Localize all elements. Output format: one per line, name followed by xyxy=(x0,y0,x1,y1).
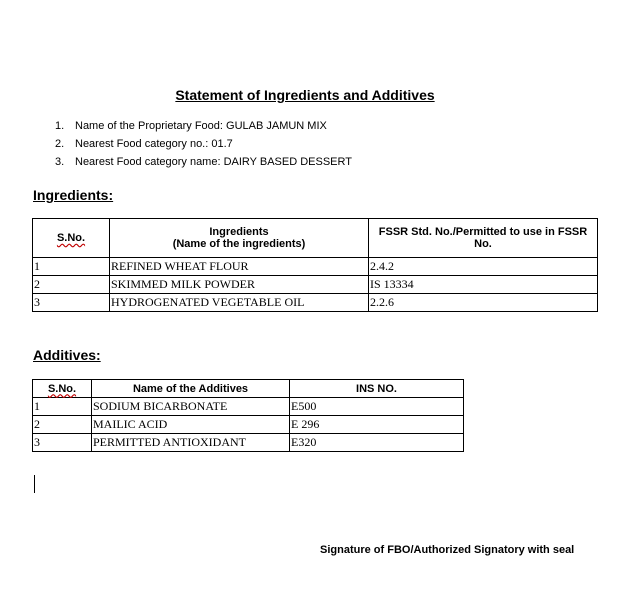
column-header-ins-no: INS NO. xyxy=(290,380,464,398)
column-header-additive-name: Name of the Additives xyxy=(92,380,290,398)
cell-additive-name: SODIUM BICARBONATE xyxy=(92,398,290,416)
meta-item-category-no: 2. Nearest Food category no.: 01.7 xyxy=(55,138,233,150)
cell-sno: 1 xyxy=(33,258,110,276)
column-header-fssr-std: FSSR Std. No./Permitted to use in FSSR No. xyxy=(369,219,598,258)
cell-additive-name: PERMITTED ANTIOXIDANT xyxy=(92,434,290,452)
table-row xyxy=(33,258,598,276)
ingredients-table xyxy=(32,218,598,312)
cell-fssr-std: IS 13334 xyxy=(369,276,598,294)
page-title: Statement of Ingredients and Additives xyxy=(175,87,435,103)
cell-additive-name: MAILIC ACID xyxy=(92,416,290,434)
signature-line: Signature of FBO/Authorized Signatory with seal xyxy=(320,544,575,556)
table-row xyxy=(33,416,464,434)
table-header-row xyxy=(33,219,598,258)
cell-ingredient-name: REFINED WHEAT FLOUR xyxy=(110,258,369,276)
table-row xyxy=(33,294,598,312)
table-row xyxy=(33,434,464,452)
cell-fssr-std: 2.4.2 xyxy=(369,258,598,276)
cell-sno: 2 xyxy=(33,276,110,294)
table-row xyxy=(33,276,598,294)
column-header-sno: S.No. xyxy=(33,380,92,398)
cell-sno: 3 xyxy=(33,294,110,312)
additives-heading: Additives: xyxy=(33,347,101,363)
column-header-ingredients: Ingredients (Name of the ingredients) xyxy=(110,219,369,258)
cell-ingredient-name: SKIMMED MILK POWDER xyxy=(110,276,369,294)
text-cursor[interactable] xyxy=(34,475,35,493)
cell-ins-no: E500 xyxy=(290,398,464,416)
cell-ins-no: E 296 xyxy=(290,416,464,434)
meta-item-category-name: 3. Nearest Food category name: DAIRY BASED DESSERT xyxy=(55,156,352,168)
cell-sno: 1 xyxy=(33,398,92,416)
table-row xyxy=(33,398,464,416)
cell-ingredient-name: HYDROGENATED VEGETABLE OIL xyxy=(110,294,369,312)
cell-ins-no: E320 xyxy=(290,434,464,452)
ingredients-heading: Ingredients: xyxy=(33,187,114,203)
additives-table xyxy=(32,379,464,452)
cell-sno: 2 xyxy=(33,416,92,434)
meta-item-food-name: 1. Name of the Proprietary Food: GULAB JAMUN MIX xyxy=(55,120,327,132)
table-header-row xyxy=(33,380,464,398)
cell-fssr-std: 2.2.6 xyxy=(369,294,598,312)
column-header-sno: S.No. xyxy=(33,219,110,258)
cell-sno: 3 xyxy=(33,434,92,452)
